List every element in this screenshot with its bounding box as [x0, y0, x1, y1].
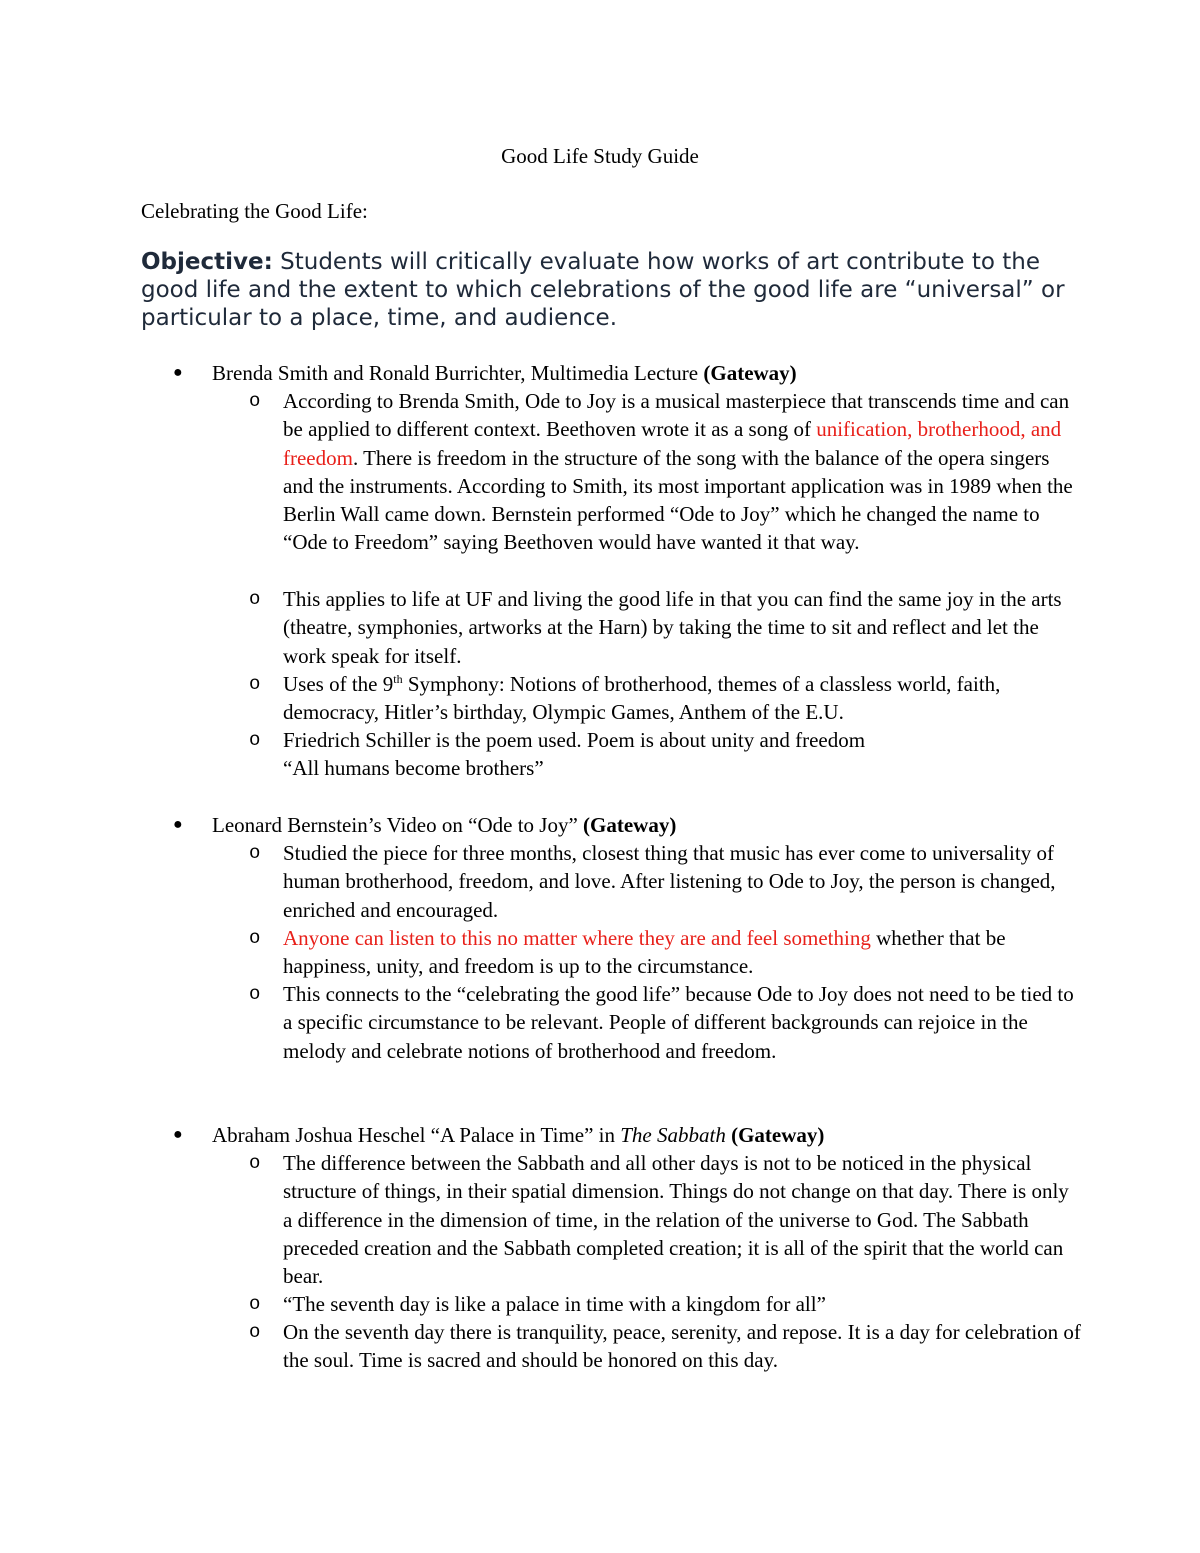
- bullet-icon: ●: [173, 816, 183, 833]
- note-text: Symphony: Notions of brotherhood, themes of a classless world, faith, democracy, Hitler’s birthday, Olympic Games, Anthem of the E.U.: [283, 672, 1001, 725]
- circle-bullet-icon: o: [249, 673, 261, 695]
- note-item: [249, 670, 1083, 727]
- objective-text: Students will critically evaluate how works of art contribute to the good life and the extent to which celebrations of the good life are “universal” or particular to a place, time, and audience.: [141, 249, 1065, 331]
- highlighted-text: unification, brotherhood, and freedom: [283, 417, 1062, 470]
- topic-tag: (Gateway): [703, 361, 797, 385]
- circle-bullet-icon: o: [249, 927, 261, 949]
- note-text: whether that be happiness, unity, and freedom is up to the circumstance.: [283, 926, 1006, 979]
- note-item: [249, 585, 1083, 670]
- note-item: [249, 1149, 1083, 1290]
- circle-bullet-icon: o: [249, 983, 261, 1005]
- document-title: Good Life Study Guide: [501, 144, 699, 168]
- circle-bullet-icon: o: [249, 1293, 261, 1315]
- topic-heading-text: Abraham Joshua Heschel “A Palace in Time” in: [212, 1123, 621, 1147]
- bullet-icon: ●: [173, 1126, 183, 1143]
- note-text: On the seventh day there is tranquility, peace, serenity, and repose. It is a day for celebration of the soul. Time is sacred and should be honored on this day.: [283, 1320, 1081, 1373]
- topic-heading: [173, 811, 1092, 839]
- note-text: This applies to life at UF and living the good life in that you can find the same joy in the arts (theatre, symphonies, artworks at the Harn) by taking the time to sit and reflect and let the work speak for itself.: [283, 587, 1062, 668]
- topic-heading: [173, 359, 1092, 387]
- bullet-icon: ●: [173, 364, 183, 381]
- book-title: The Sabbath: [620, 1123, 726, 1147]
- note-text: Studied the piece for three months, closest thing that music has ever come to universality of human brotherhood, freedom, and love. After listening to Ode to Joy, the person is changed, enriched and encouraged.: [283, 841, 1056, 922]
- section-heading: Celebrating the Good Life:: [141, 199, 368, 223]
- note-item: [249, 924, 1083, 981]
- circle-bullet-icon: o: [249, 729, 261, 751]
- objective-paragraph: [141, 248, 1071, 332]
- note-item: [249, 387, 1083, 557]
- note-text: Uses of the 9: [283, 672, 394, 696]
- topic-tag: (Gateway): [583, 813, 677, 837]
- circle-bullet-icon: o: [249, 1152, 261, 1174]
- objective-label: Objective:: [141, 249, 273, 275]
- circle-bullet-icon: o: [249, 588, 261, 610]
- topic-tag: (Gateway): [731, 1123, 825, 1147]
- note-item: [249, 980, 1083, 1065]
- note-text: According to Brenda Smith, Ode to Joy is a musical masterpiece that transcends time and can be applied to different context. Beethoven wrote it as a song of: [283, 389, 1070, 442]
- note-text-line2: “All humans become brothers”: [283, 756, 544, 781]
- note-text: Friedrich Schiller is the poem used. Poem is about unity and freedom: [283, 728, 866, 752]
- note-item: [249, 839, 1083, 924]
- note-text: . There is freedom in the structure of the song with the balance of the opera singers and the instruments. According to Smith, its most important application was in 1989 when the Berlin Wall came down. Bernstein performed “Ode to Joy” which he changed the name to “Ode to Freedom” saying Beethoven would have wanted it that way.: [283, 445, 1073, 555]
- note-text: “The seventh day is like a palace in time with a kingdom for all”: [283, 1292, 826, 1316]
- note-item: [249, 726, 1083, 783]
- note-item: [249, 1290, 1083, 1318]
- circle-bullet-icon: o: [249, 842, 261, 864]
- topic-heading-text: Leonard Bernstein’s Video on “Ode to Joy”: [212, 813, 584, 837]
- circle-bullet-icon: o: [249, 1321, 261, 1343]
- highlighted-text: Anyone can listen to this no matter where they are and feel something: [283, 926, 871, 950]
- note-text: The difference between the Sabbath and all other days is not to be noticed in the physical structure of things, in their spatial dimension. Things do not change on that day. There is only a difference in the dimension of time, in the relation of the universe to God. The Sabbath preceded creation and the Sabbath completed creation; it is all of the spirit that the world can bear.: [283, 1151, 1069, 1289]
- topic-heading: [173, 1121, 1092, 1149]
- topic-heading-text: Brenda Smith and Ronald Burrichter, Multimedia Lecture: [212, 361, 704, 385]
- note-text: This connects to the “celebrating the good life” because Ode to Joy does not need to be tied to a specific circumstance to be relevant. People of different backgrounds can rejoice in the melody and celebrate notions of brotherhood and freedom.: [283, 982, 1074, 1063]
- circle-bullet-icon: o: [249, 390, 261, 412]
- note-item: [249, 1318, 1083, 1375]
- superscript: th: [393, 672, 403, 686]
